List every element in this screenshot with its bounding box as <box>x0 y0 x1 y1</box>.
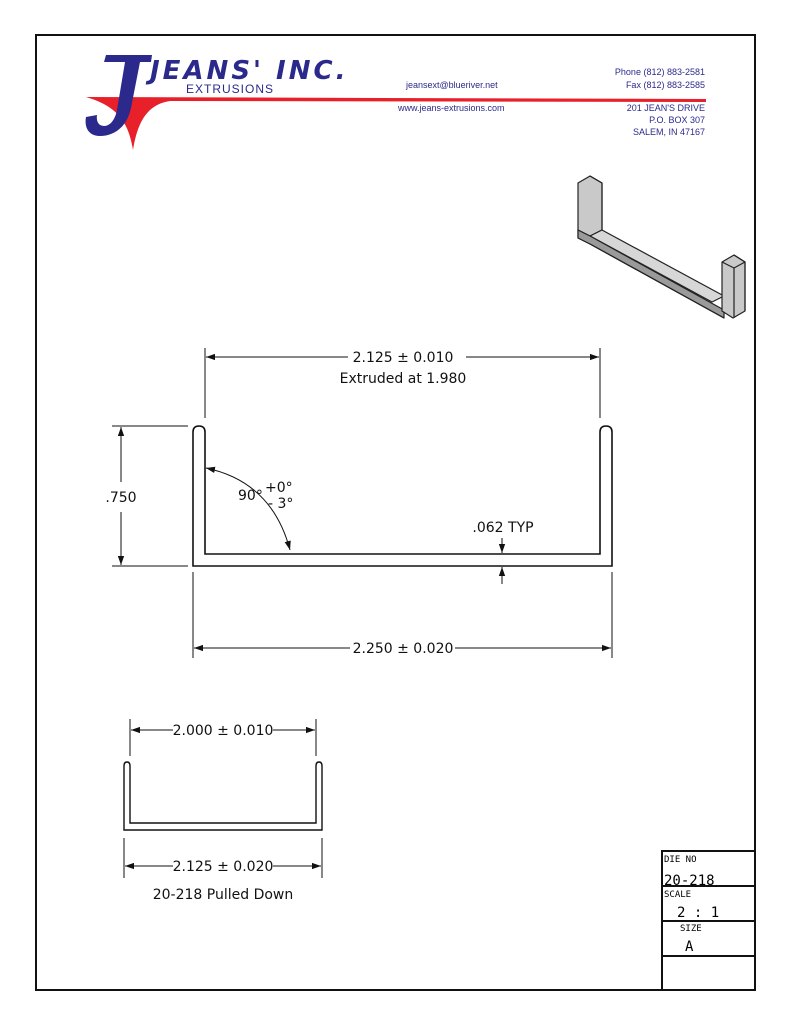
logo-division: EXTRUSIONS <box>186 82 275 96</box>
company-address-line3: SALEM, IN 47167 <box>632 127 705 137</box>
die-no-label: DIE NO <box>664 855 697 865</box>
company-website: www.jeans-extrusions.com <box>398 103 505 113</box>
thickness-note: .062 TYP <box>472 520 534 536</box>
company-address-line1: 201 JEAN'S DRIVE <box>626 103 705 113</box>
company-email: jeansext@blueriver.net <box>406 80 498 90</box>
company-fax: Fax (812) 883-2585 <box>625 80 705 90</box>
main-profile <box>105 348 612 658</box>
sheet-border <box>36 35 755 990</box>
title-block <box>662 851 755 990</box>
dim-height-value: .750 <box>105 490 137 506</box>
pulled-profile <box>124 762 322 830</box>
dim-bottom-value: 2.250 ± 0.020 <box>352 641 454 657</box>
logo-j-letter <box>86 55 152 136</box>
dim-top-note: Extruded at 1.980 <box>339 371 467 387</box>
size-value: A <box>685 939 694 955</box>
company-address-line2: P.O. BOX 307 <box>649 115 705 125</box>
logo-swoosh <box>86 97 706 150</box>
scale-label: SCALE <box>664 890 692 900</box>
angle-tolerance-plus: +0° <box>265 480 293 496</box>
pulled-dim-bottom: 2.125 ± 0.020 <box>172 859 274 875</box>
angle-tolerance-minus: - 3° <box>268 496 294 512</box>
company-logo <box>86 55 706 150</box>
scale-value: 2 : 1 <box>677 905 720 921</box>
pulled-caption: 20-218 Pulled Down <box>152 887 294 903</box>
dim-top-value: 2.125 ± 0.010 <box>352 350 454 366</box>
pulled-down-view <box>124 719 322 903</box>
isometric-view <box>578 176 745 318</box>
company-phone: Phone (812) 883-2581 <box>614 67 705 77</box>
pulled-dim-top: 2.000 ± 0.010 <box>172 723 274 739</box>
logo-name: JEANS' INC. <box>150 56 349 86</box>
angle-value: 90° <box>238 488 263 504</box>
size-label: SIZE <box>680 924 702 934</box>
die-no-value: 20-218 <box>664 873 715 889</box>
